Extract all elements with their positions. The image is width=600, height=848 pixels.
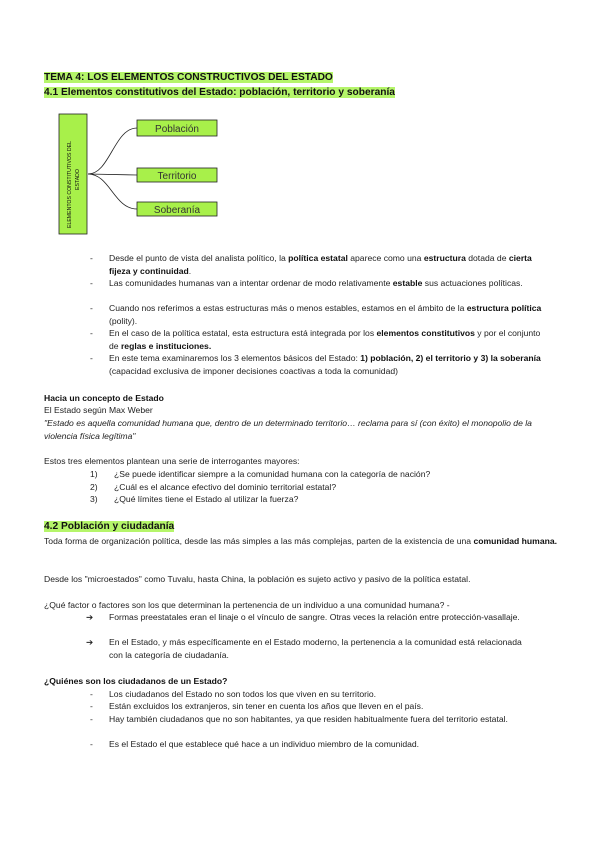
citizens-heading: ¿Quiénes son los ciudadanos de un Estado? [44,676,228,686]
elements-diagram [44,110,244,240]
diagram-item-territorio: Territorio [157,171,197,182]
diagram-connector-3 [88,174,137,209]
diagram-connector-2 [88,174,137,175]
diagram-root-label: ELEMENTOS CONSTITUTIVOS DEL [67,141,73,228]
section-heading-4-2: 4.2 Población y ciudadanía [44,521,175,532]
arrow-right-icon: ➔ [86,637,94,647]
document-page: TEMA 4: LOS ELEMENTOS CONSTRUCTIVOS DEL ESTADO 4.1 Elementos constitutivos del Estado: población, territorio y soberanía ELEMENTOS CONSTITUTIVOS DEL ESTADO Población Territorio Soberanía - Desde el punto de vista del analista político, la política estatal aparece como una estructura dotada de cierta fijeza y continuidad. - Las comunidades humanas van a intentar ordenar de modo relativamente estable sus actuaciones políticas. - Cuando nos referimos a estas estructuras más o menos estables, estamos en el ámbito de la estructura política (polity). - En el caso de la política estatal, esta estructura está integrada por los elementos constitutivos y por el conjunto de reglas e instituciones. - En este tema examinaremos los 3 elementos básicos del Estado: 1) población, 2) el territorio y 3) la soberanía (capacidad exclusiva de imponer decisiones coactivas a toda la comunidad) Hacia un concepto de Estado El Estado según Max Weber "Estado es aquella comunidad humana que, dentro de un determinado territorio… reclama para sí (con éxito) el monopolio de la violencia física legítima" Estos tres elementos plantean una serie de interrogantes mayores: 1) ¿Se puede identificar siempre a la comunidad humana con la categoría de nación? 2) ¿Cuál es el alcance efectivo del dominio territorial estatal? 3) ¿Qué límites tiene el Estado al utilizar la fuerza? 4.2 Población y ciudadanía Toda forma de organización política, desde las más simples a las más complejas, parten de la existencia de una comunidad humana. Desde los "microestados" como Tuvalu, hasta China, la población es sujeto activo y pasivo de la política estatal. ¿Qué factor o factores son los que determinan la pertenencia de un individuo a una comunidad humana? - ➔ Formas preestatales eran el linaje o el vínculo de sangre. Otras veces la relación entre protección-vasallaje. ➔ En el Estado, y más específicamente en el Estado moderno, la pertenencia a la comunidad está relacionada con la categoría de ciudadanía. ¿Quiénes son los ciudadanos de un Estado? - Los ciudadanos del Estado no son todos los que viven en su territorio. - Están excluidos los extranjeros, sin tener en cuenta los años que lleven en el país. - Hay también ciudadanos que no son habitantes, ya que residen habitualmente fuera del territorio estatal. - Es el Estado el que establece qué hace a un individuo miembro de la comunidad. [0,0,600,848]
weber-line: El Estado según Max Weber [44,405,153,415]
diagram-item-poblacion: Población [155,124,199,135]
microstates-paragraph: Desde los "microestados" como Tuvalu, hasta China, la población es sujeto activo y pasivo de la política estatal. [44,574,471,584]
diagram-root-label-2: ESTADO [75,169,81,190]
diagram-connector-1 [88,128,137,174]
page-title: TEMA 4: LOS ELEMENTOS CONSTRUCTIVOS DEL ESTADO [44,72,333,83]
population-paragraph: Toda forma de organización política, desde las más simples a las más complejas, parten de la existencia de una comunidad humana. [44,536,558,546]
arrow-right-icon: ➔ [86,612,94,622]
concept-heading: Hacia un concepto de Estado [44,393,164,403]
weber-quote: "Estado es aquella comunidad humana que, dentro de un determinado territorio… reclama para sí (con éxito) el monopolio de la violencia física legítima" [44,418,532,441]
diagram-item-soberania: Soberanía [153,205,201,216]
diagram-root-box [59,114,87,234]
membership-question: ¿Qué factor o factores son los que determinan la pertenencia de un individuo a una comunidad humana? - [44,600,450,610]
section-heading-4-1: 4.1 Elementos constitutivos del Estado: población, territorio y soberanía [44,87,395,98]
concept-intro: Estos tres elementos plantean una serie de interrogantes mayores: [44,456,300,466]
